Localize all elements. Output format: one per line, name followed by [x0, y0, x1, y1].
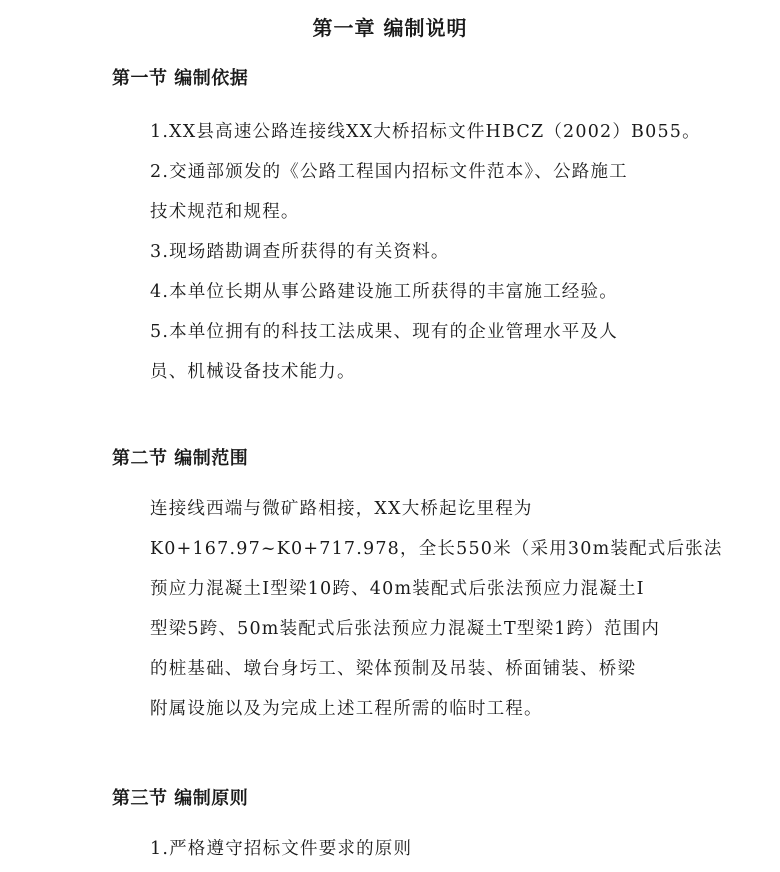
basis-item-3: [150, 232, 710, 272]
scope-paragraph: [150, 489, 723, 729]
basis-item-1-line-1: 1.XX县高速公路连接线XX大桥招标文件HBCZ（2002）B055。: [150, 122, 701, 142]
basis-item-2: [150, 152, 710, 232]
scope-line-1: 连接线西端与微矿路相接，XX大桥起讫里程为: [150, 499, 533, 519]
chapter-title: 第一章 编制说明: [312, 16, 468, 40]
scope-line-5: 的桩基础、墩台身圬工、梁体预制及吊装、桥面铺装、桥梁: [150, 659, 637, 679]
section-heading-basis: 第一节 编制依据: [112, 68, 249, 89]
basis-item-5: [150, 312, 710, 392]
section-heading-principles: 第三节 编制原则: [112, 788, 249, 809]
basis-item-4: [150, 272, 710, 312]
scope-line-4: 型梁5跨、50m装配式后张法预应力混凝土T型梁1跨）范围内: [150, 619, 661, 639]
basis-item-4-line-1: 4.本单位长期从事公路建设施工所获得的丰富施工经验。: [150, 282, 618, 302]
basis-item-5-line-2: 员、机械设备技术能力。: [150, 362, 356, 382]
principle-item-1: [150, 829, 710, 869]
scope-line-3: 预应力混凝土I型梁10跨、40m装配式后张法预应力混凝土I: [150, 579, 645, 599]
section-heading-scope: 第二节 编制范围: [112, 448, 249, 469]
basis-item-2-line-1: 2.交通部颁发的《公路工程国内招标文件范本》、公路施工: [150, 162, 628, 182]
basis-item-3-line-1: 3.现场踏勘调查所获得的有关资料。: [150, 242, 450, 262]
principle-item-1-line-1: 1.严格遵守招标文件要求的原则: [150, 839, 413, 859]
basis-item-2-line-2: 技术规范和规程。: [150, 202, 300, 222]
basis-item-1: [150, 112, 710, 152]
basis-item-5-line-1: 5.本单位拥有的科技工法成果、现有的企业管理水平及人: [150, 322, 618, 342]
scope-line-2: K0+167.97~K0+717.978，全长550米（采用30m装配式后张法: [150, 539, 723, 559]
scope-line-6: 附属设施以及为完成上述工程所需的临时工程。: [150, 699, 543, 719]
